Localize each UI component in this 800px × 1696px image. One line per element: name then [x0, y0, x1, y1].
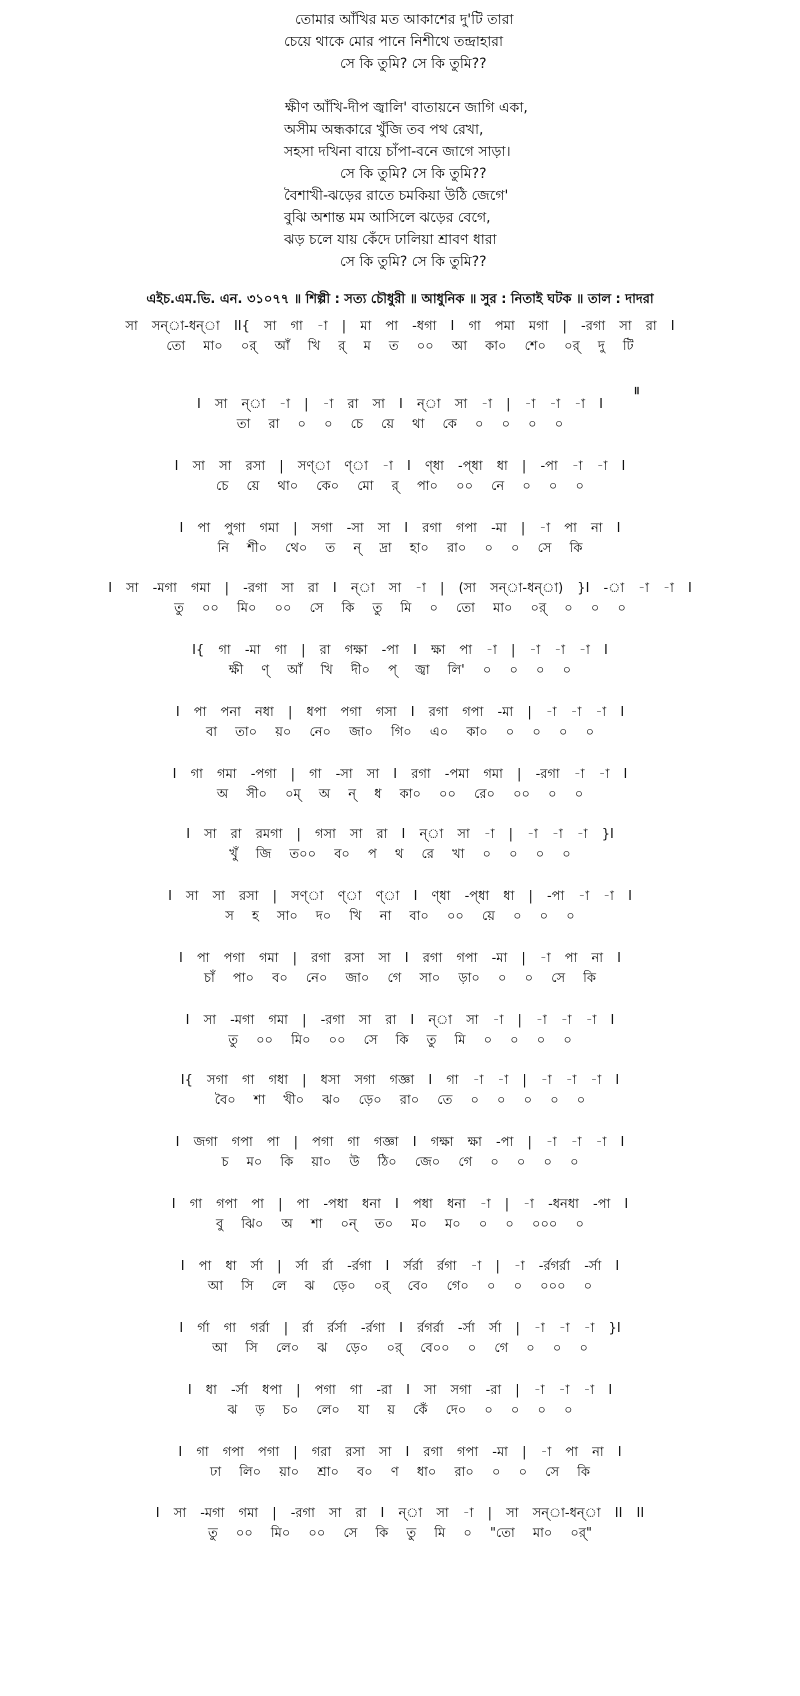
section-mark: ॥: [633, 384, 640, 397]
notation-row: [0, 1012, 800, 1052]
notation-row: [0, 1258, 800, 1298]
record-info: এইচ.এম.ভি. এন. ৩১০৭৭ ॥ শিল্পী : সত্য চৌধুরী ॥ আধুনিক ॥ সুর : নিতাই ঘটক ॥ তাল : দাদরা: [146, 292, 654, 307]
notation-row: [0, 1320, 800, 1360]
notation-row: [0, 1505, 800, 1545]
bani-line: চে য়ে থা০ কে০ মো র্ পা০ ০০ নে ০ ০ ০: [216, 479, 584, 494]
bani-line: তা রা ০ ০ চে য়ে থা কে ০ ০ ০ ০: [236, 417, 564, 432]
notation-row: [0, 704, 800, 744]
lyric-line: অসীম অন্ধকারে খুঁজি তব পথ রেখা,: [284, 122, 484, 138]
notation-row: [0, 1072, 800, 1112]
lyric-line: চেয়ে থাকে মোর পানে নিশীথে তন্দ্রাহারা: [284, 34, 504, 50]
bani-line: তু ০০ মি০ ০০ সে কি তু মি ০ "তো মা০ ০র্": [207, 1526, 593, 1541]
swara-line: সা সন্া-ধন্া II{ সা গা -া | মা পা -ধগা I গা পমা মগা | -রগা সা রা I: [125, 319, 675, 334]
lyric-line: ক্ষীণ আঁখি-দীপ জ্বালি' বাতায়নে জাগি একা,: [285, 100, 528, 116]
lyric-line: সে কি তুমি? সে কি তুমি??: [340, 56, 487, 72]
bani-line: আ সি লে০ ঝ ড়ে০ ০র্ বে০০ ০ গে ০ ০ ০: [212, 1341, 588, 1356]
bani-line: ক্ষী ণ্ আঁ খি দী০ প্ জ্বা লি' ০ ০ ০ ০: [228, 663, 572, 678]
bani-line: ঝ ড় চ০ লে০ যা য় কেঁ দে০ ০ ০ ০ ০: [227, 1403, 573, 1418]
bani-line: আ সি লে ঝ ড়ে০ ০র্ বে০ গে০ ০ ০ ০০০ ০: [207, 1279, 593, 1294]
notation-row: [0, 642, 800, 682]
notation-row: [0, 318, 800, 358]
notation-row: [0, 580, 800, 620]
bani-line: বু ঝি০ অ শা ০ন্ ত০ ম০ ম০ ০ ০ ০০০ ০: [216, 1217, 584, 1232]
lyric-line: বৈশাখী-ঝড়ের রাতে চমকিয়া উঠি জেগে': [284, 188, 509, 204]
lyric-line: সহসা দখিনা বায়ে চাঁপা-বনে জাগে সাড়া।: [284, 144, 511, 160]
bani-line: অ সী০ ০ম্ অ ন্ ধ কা০ ০০ রে০ ০০ ০ ০: [216, 787, 584, 802]
notation-row: [0, 766, 800, 806]
swara-line: I সা রা রমগা | গসা সা রা I ন্া সা -া | -া -া -া }I: [186, 827, 614, 842]
lyric-line: বুঝি অশান্ত মম আসিলে ঝড়ের বেগে,: [284, 210, 491, 226]
lyric-line: তোমার আঁখির মত আকাশের দু'টি তারা: [295, 12, 514, 28]
swara-line: I পা পগা গমা | রগা রসা সা I রগা গপা -মা | -া পা না I: [179, 951, 621, 966]
notation-row: [0, 458, 800, 498]
bani-line: বৈ০ শা খী০ ঝ০ ড়ে০ রা০ তে ০ ০ ০ ০ ০: [214, 1093, 586, 1108]
swara-line: I গা গপা পগা | গরা রসা সা I রগা গপা -মা | -া পা না I: [178, 1445, 622, 1460]
swara-line: I সা -মগা গমা | -রগা সা রা I ন্া সা -া | -া -া -া I: [185, 1013, 615, 1028]
lyric-line: সে কি তুমি? সে কি তুমি??: [340, 166, 487, 182]
swara-line: I জগা গপা পা | পগা গা গজ্ঞা I গক্ষা ক্ষা -পা | -া -া -া I: [175, 1135, 625, 1150]
notation-row: [0, 520, 800, 560]
lyric-line: ঝড় চলে যায় কেঁদে ঢালিয়া শ্রাবণ ধারা: [284, 232, 497, 248]
lyric-line: সে কি তুমি? সে কি তুমি??: [340, 254, 487, 270]
bani-line: তু ০০ মি০ ০০ সে কি তু মি ০ ০ ০ ০: [228, 1033, 572, 1048]
swara-line: I র্গা গা গর্রা | র্রা র্রর্সা -র্রগা I র্রগর্রা -র্সা র্সা | -া -া -া }I: [179, 1321, 621, 1336]
swara-line: I{ গা -মা গা | রা গক্ষা -পা I ক্ষা পা -া | -া -া -া I: [192, 643, 608, 658]
swara-line: I পা পনা নধা | ধপা পগা গসা I রগা গপা -মা | -া -া -া I: [175, 705, 625, 720]
swara-line: I{ সগা গা গধা | ধসা সগা গজ্ঞা I গা -া -া | -া -া -া I: [180, 1073, 620, 1088]
bani-line: তো মা০ ০র্ আঁ খি র্ ম ত ০০ আ কা০ শে০ ০র্ দু টি: [166, 339, 634, 354]
notation-row: [0, 888, 800, 928]
swara-line: I গা গমা -পগা | গা -সা সা I রগা -পমা গমা | -রগা -া -া I: [172, 767, 628, 782]
swara-line: I সা -মগা গমা | -রগা সা রা I ন্া সা -া | (সা সন্া-ধন্া) }I -া -া -া I: [108, 581, 692, 596]
bani-line: খুঁ জি ত০০ ব০ প থ রে খা ০ ০ ০ ০: [229, 847, 571, 862]
bani-line: স হ সা০ দ০ খি না বা০ ০০ য়ে ০ ০ ০: [225, 909, 575, 924]
swara-line: I পা পুগা গমা | সগা -সা সা I রগা গপা -মা | -া পা না I: [179, 521, 621, 536]
swara-line: I সা -মগা গমা | -রগা সা রা I ন্া সা -া | সা সন্া-ধন্া II II: [155, 1506, 645, 1521]
bani-line: বা তা০ য়০ নে০ জা০ গি০ এ০ কা০ ০ ০ ০ ০: [205, 725, 595, 740]
notation-row: [0, 950, 800, 990]
bani-line: নি শী০ থে০ ত ন্ দ্রা হা০ রা০ ০ ০ সে কি: [217, 541, 583, 556]
bani-line: তু ০০ মি০ ০০ সে কি তু মি ০ তো মা০ ০র্ ০ ০ ০: [174, 601, 626, 616]
notation-row: [0, 1382, 800, 1422]
notation-row: [0, 1134, 800, 1174]
swara-line: I সা ন্া -া | -া রা সা I ন্া সা -া | -া -া -া I: [197, 397, 603, 412]
bani-line: ঢা লি০ য়া০ শ্রা০ ব০ ণ ধা০ রা০ ০ ০ সে কি: [209, 1465, 591, 1480]
swara-line: I গা গপা পা | পা -পধা ধনা I পধা ধনা -া | -া -ধনধা -পা I: [171, 1197, 629, 1212]
notation-row: [0, 1196, 800, 1236]
bani-line: চাঁ পা০ ব০ নে০ জা০ গে সা০ ড়া০ ০ ০ সে কি: [203, 971, 597, 986]
swara-line: I ধা -র্সা ধপা | পগা গা -রা I সা সগা -রা | -া -া -া I: [187, 1383, 613, 1398]
notation-row: [0, 826, 800, 866]
swara-line: I সা সা রসা | সণ্া ণ্া ণ্া I ণ্ধা -প্ধা ধা | -পা -া -া I: [168, 889, 632, 904]
notation-row: [0, 396, 800, 436]
swara-line: I সা সা রসা | সণ্া ণ্া -া I ণ্ধা -প্ধা ধা | -পা -া -া I: [174, 459, 626, 474]
bani-line: চ ম০ কি য়া০ উ ঠি০ জে০ গে ০ ০ ০ ০: [221, 1155, 579, 1170]
notation-row: [0, 1444, 800, 1484]
swara-line: I পা ধা র্সা | র্সা র্রা -র্রগা I র্সর্রা র্রগা -া | -া -র্রগর্রা -র্সা I: [180, 1259, 620, 1274]
